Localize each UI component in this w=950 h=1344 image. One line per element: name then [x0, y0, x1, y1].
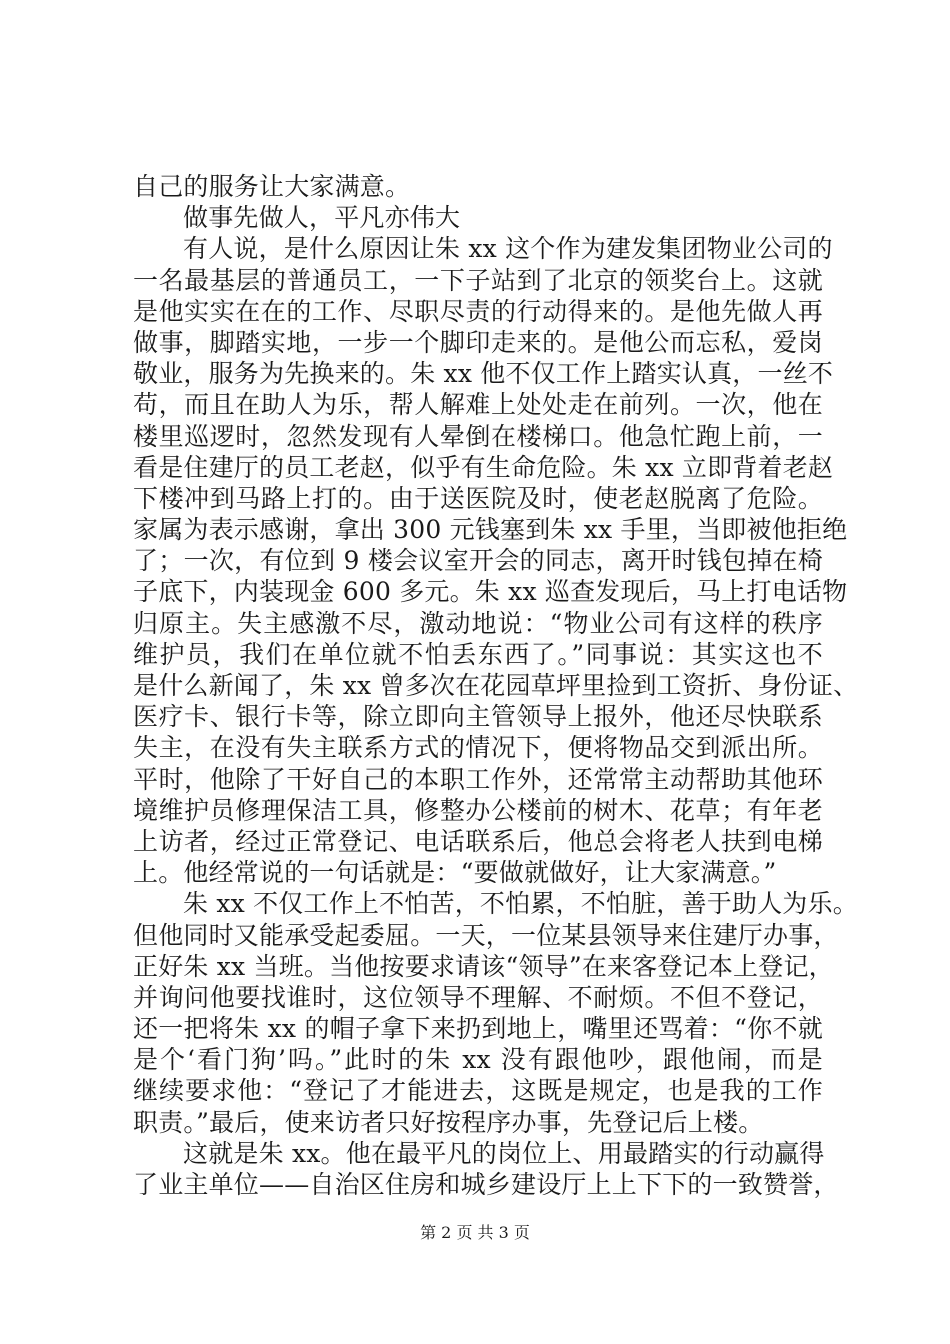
text-line: 子底下，内装现金 600 多元。朱 xx 巡查发现后，马上打电话物 — [133, 577, 848, 607]
text-line: 有人说，是什么原因让朱 xx 这个作为建发集团物业公司的 — [183, 234, 833, 264]
text-line: 维护员，我们在单位就不怕丢东西了。”同事说：其实这也不 — [133, 639, 823, 669]
page-footer: 第 2 页 共 3 页 — [420, 1223, 530, 1242]
text-line: 这就是朱 xx。他在最平凡的岗位上、用最踏实的行动赢得 — [183, 1138, 825, 1168]
text-line: 医疗卡、银行卡等，除立即向主管领导上报外，他还尽快联系 — [133, 702, 823, 732]
text-line: 敬业，服务为先换来的。朱 xx 他不仅工作上踏实认真，一丝不 — [133, 359, 834, 389]
text-line: 并询问他要找谁时，这位领导不理解、不耐烦。不但不登记， — [133, 982, 823, 1012]
text-line: 苟，而且在助人为乐，帮人解难上处处走在前列。一次，他在 — [133, 390, 823, 420]
text-line: 是什么新闻了，朱 xx 曾多次在花园草坪里捡到工资折、身份证、 — [133, 671, 859, 700]
text-line: 下楼冲到马路上打的。由于送医院及时，使老赵脱离了危险。 — [133, 483, 823, 513]
text-line: 做事先做人，平凡亦伟大 — [183, 203, 461, 233]
text-line: 正好朱 xx 当班。当他按要求请该“领导”在来客登记本上登记， — [133, 951, 834, 981]
text-line: 做事，脚踏实地，一步一个脚印走来的。是他公而忘私，爱岗 — [133, 327, 823, 357]
text-line: 了业主单位——自治区住房和城乡建设厅上上下下的一致赞誉， — [133, 1170, 839, 1199]
text-line: 职责。”最后，使来访者只好按程序办事，先登记后上楼。 — [133, 1107, 764, 1137]
text-line: 一名最基层的普通员工，一下子站到了北京的领奖台上。这就 — [133, 265, 823, 295]
text-line: 是个‘看门狗’吗。”此时的朱 xx 没有跟他吵，跟他闹，而是 — [133, 1045, 823, 1075]
text-line: 继续要求他：“登记了才能进去，这既是规定，也是我的工作 — [133, 1076, 823, 1106]
text-line: 家属为表示感谢，拿出 300 元钱塞到朱 xx 手里，当即被他拒绝 — [133, 515, 848, 545]
text-line: 楼里巡逻时，忽然发现有人晕倒在楼梯口。他急忙跑上前，一 — [133, 421, 823, 451]
text-line: 看是住建厅的员工老赵，似乎有生命危险。朱 xx 立即背着老赵 — [133, 452, 834, 482]
text-line: 了；一次，有位到 9 楼会议室开会的同志，离开时钱包掉在椅 — [133, 546, 823, 576]
document-body — [133, 171, 859, 1200]
text-line: 境维护员修理保洁工具，修整办公楼前的树木、花草；有年老 — [133, 795, 823, 825]
text-line: 是他实实在在的工作、尽职尽责的行动得来的。是他先做人再 — [133, 296, 823, 326]
text-line: 还一把将朱 xx 的帽子拿下来扔到地上，嘴里还骂着：“你不就 — [133, 1014, 823, 1044]
text-line: 自己的服务让大家满意。 — [133, 172, 411, 201]
text-line: 上。他经常说的一句话就是：“要做就做好，让大家满意。” — [133, 858, 777, 888]
text-line: 但他同时又能承受起委屈。一天，一位某县领导来住建厅办事， — [133, 920, 839, 950]
text-line: 朱 xx 不仅工作上不怕苦，不怕累，不怕脏，善于助人为乐。 — [183, 889, 858, 919]
text-line: 上访者，经过正常登记、电话联系后，他总会将老人扶到电梯 — [133, 826, 823, 856]
text-line: 失主，在没有失主联系方式的情况下，便将物品交到派出所。 — [133, 733, 823, 763]
text-line: 平时，他除了干好自己的本职工作外，还常常主动帮助其他环 — [133, 764, 823, 794]
text-line: 归原主。失主感激不尽，激动地说：“物业公司有这样的秩序 — [133, 608, 823, 638]
